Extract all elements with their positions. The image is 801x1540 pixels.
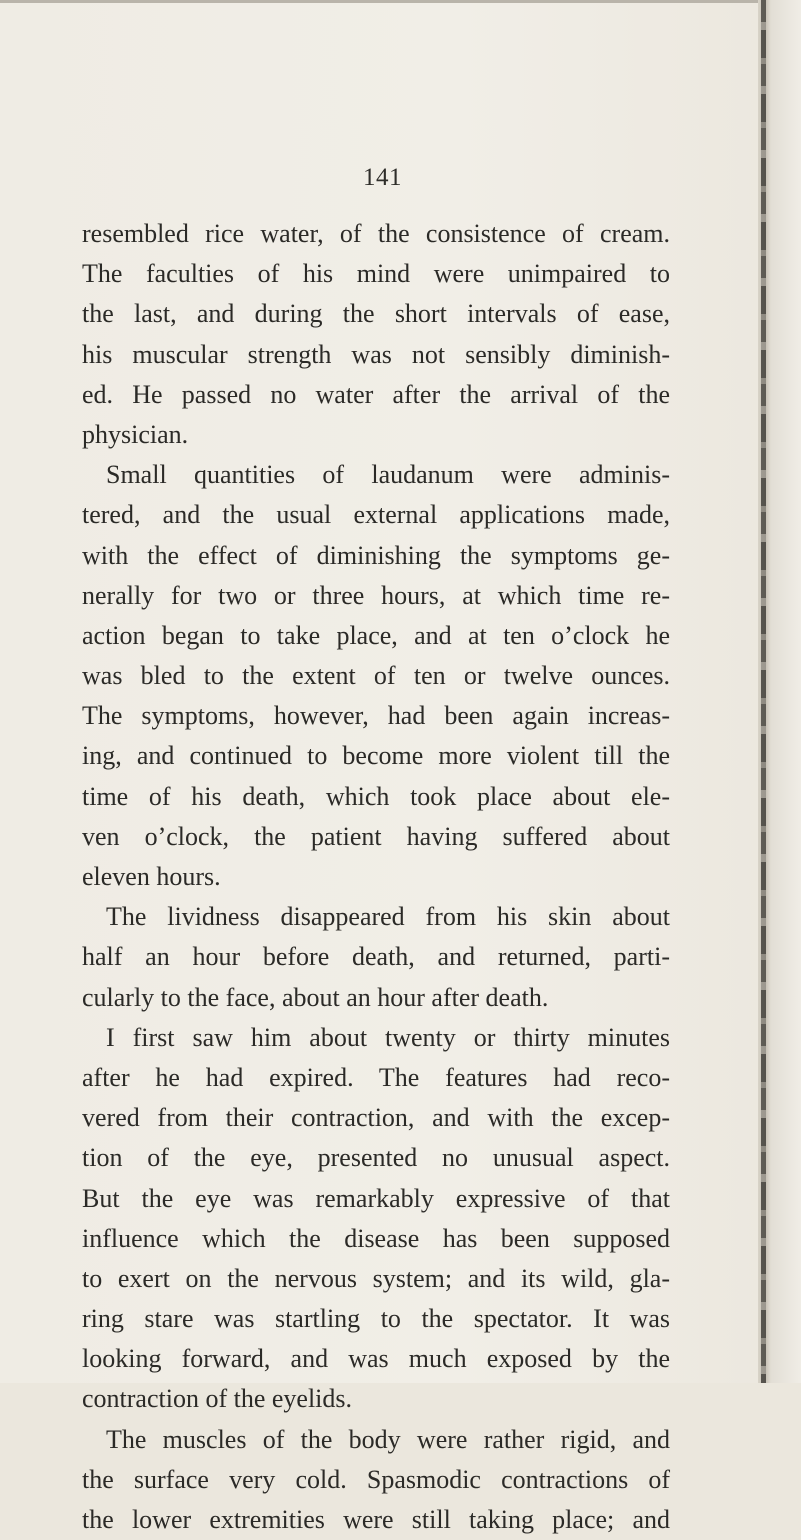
text-line: time of his death, which took place about ele- <box>82 781 670 811</box>
page-top-edge <box>0 0 765 3</box>
text-line: tion of the eye, presented no unusual aspect. <box>82 1143 670 1173</box>
text-line: was bled to the extent of ten or twelve ounces. <box>82 661 670 691</box>
text-line: ed. He passed no water after the arrival of the <box>82 379 670 409</box>
text-line: his muscular strength was not sensibly diminish- <box>82 339 670 369</box>
text-line: tered, and the usual external applications made, <box>82 500 670 530</box>
text-line: The lividness disappeared from his skin about <box>106 902 670 932</box>
text-line: contraction of the eyelids. <box>82 1384 353 1414</box>
text-line: The symptoms, however, had been again increas- <box>82 701 670 731</box>
text-line: ven o’clock, the patient having suffered about <box>82 821 670 851</box>
body-text <box>82 214 670 1540</box>
text-line: with the effect of diminishing the symptoms ge- <box>82 540 670 570</box>
text-line: looking forward, and was much exposed by the <box>82 1344 670 1374</box>
text-line: the surface very cold. Spasmodic contractions of <box>82 1464 670 1494</box>
text-line: to exert on the nervous system; and its wild, gla- <box>82 1263 670 1293</box>
text-line: The muscles of the body were rather rigid, and <box>106 1424 670 1454</box>
binding-gutter-line <box>761 0 766 1383</box>
text-line: half an hour before death, and returned, parti- <box>82 942 670 972</box>
text-line: ing, and continued to become more violent till the <box>82 741 670 771</box>
text-line: nerally for two or three hours, at which time re- <box>82 580 670 610</box>
text-line: I first saw him about twenty or thirty minutes <box>106 1022 670 1052</box>
text-line: vered from their contraction, and with the excep- <box>82 1103 670 1133</box>
text-line: influence which the disease has been supposed <box>82 1223 670 1253</box>
text-line: The faculties of his mind were unimpaired to <box>82 259 670 289</box>
text-line: resembled rice water, of the consistence of cream. <box>82 219 670 248</box>
text-line: physician. <box>82 419 189 449</box>
text-line: the lower extremities were still taking place; and <box>82 1505 670 1534</box>
text-line: ring stare was startling to the spectator. It was <box>82 1304 670 1334</box>
text-line: But the eye was remarkably expressive of that <box>82 1183 670 1213</box>
text-line: the last, and during the short intervals of ease, <box>82 299 670 329</box>
text-line: Small quantities of laudanum were adminis- <box>106 460 670 490</box>
text-line: cularly to the face, about an hour after death. <box>82 982 549 1012</box>
text-line: action began to take place, and at ten o’clock he <box>82 620 670 650</box>
text-line: after he had expired. The features had reco- <box>82 1062 670 1092</box>
page-number: 141 <box>363 164 402 191</box>
text-line: eleven hours. <box>82 862 221 891</box>
